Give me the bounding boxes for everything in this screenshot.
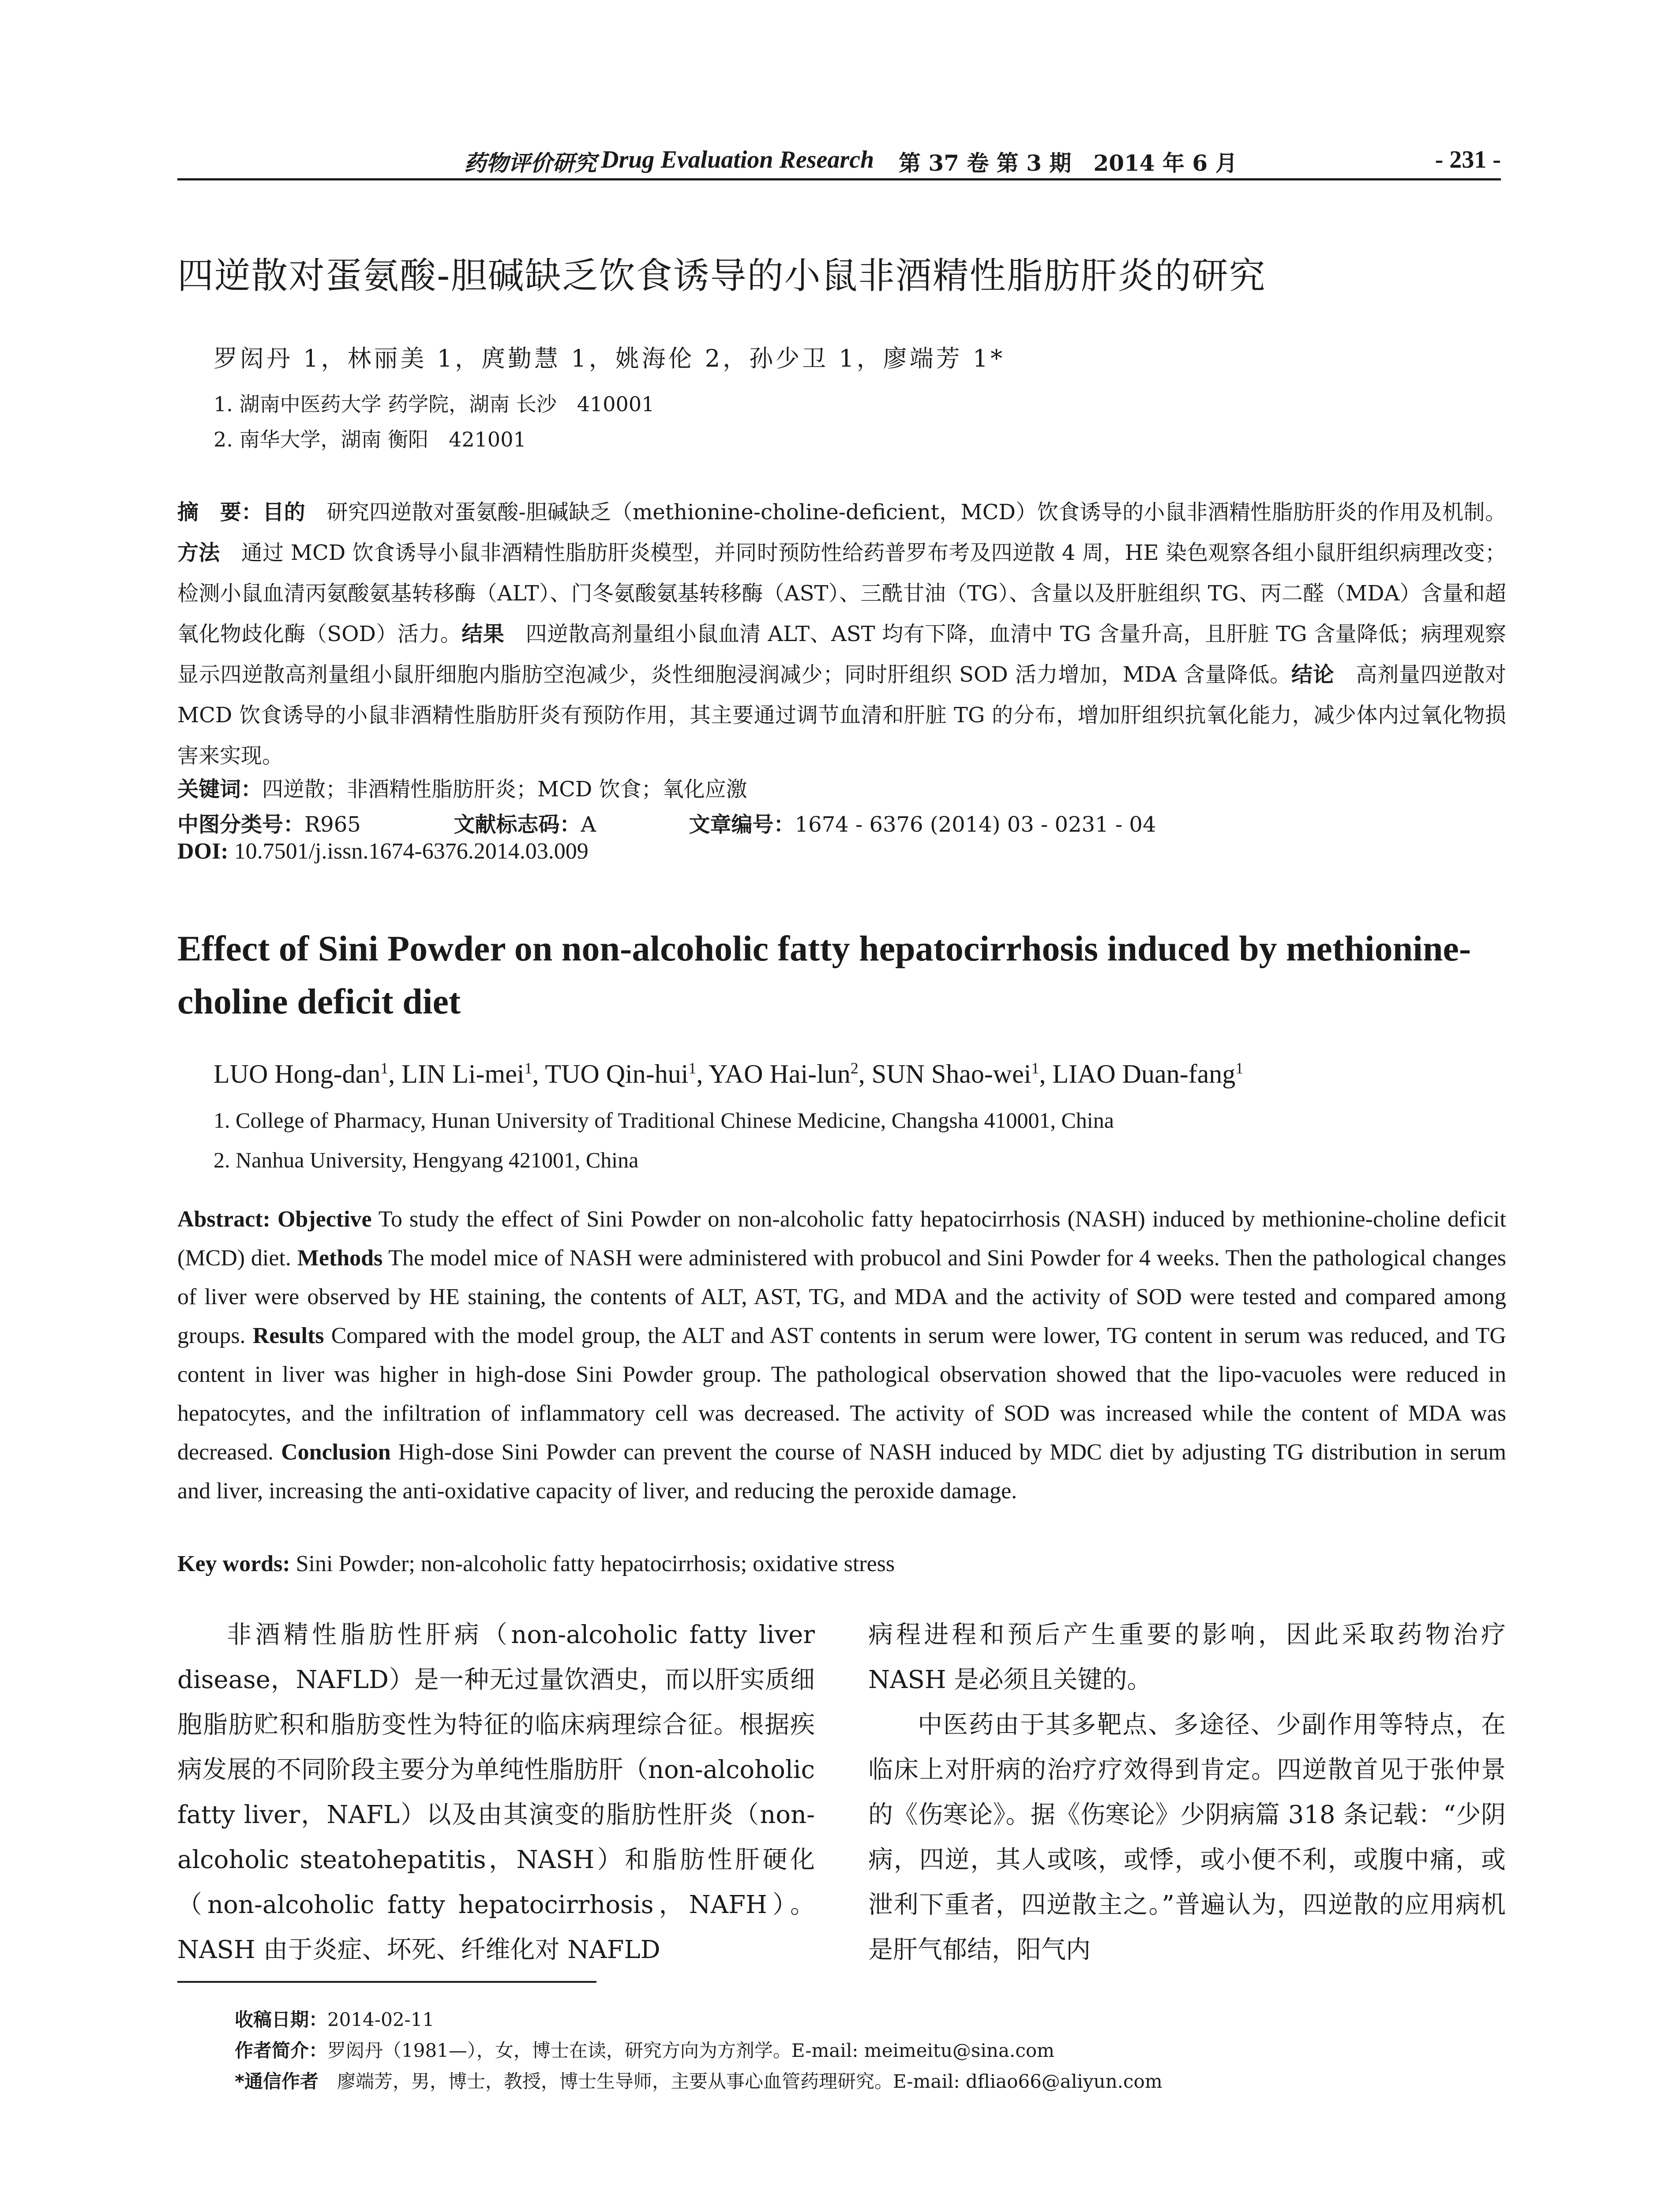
keywords-cn bbox=[177, 772, 747, 803]
objective-cn: 研究四逆散对蛋氨酸-胆碱缺乏（methionine-choline-deficient，MCD）饮食诱导的小鼠非酒精性脂肪肝炎的作用及机制。 bbox=[305, 500, 1506, 525]
title-en: Effect of Sini Powder on non-alcoholic fatty hepatocirrhosis induced by methionine-choline deficit diet bbox=[177, 928, 1471, 1021]
bio-label: 作者简介： bbox=[235, 2040, 328, 2061]
keywords-cn-label: 关键词： bbox=[177, 777, 262, 802]
conclusion-label-cn: 结论 bbox=[1291, 662, 1335, 687]
page-number: - 231 - bbox=[1435, 146, 1501, 173]
bio-text: 罗闳丹（1981—），女，博士在读，研究方向为方剂学。E-mail: meimeitu@sina.com bbox=[327, 2040, 1054, 2061]
journal-name-en: Drug Evaluation Research bbox=[601, 146, 874, 173]
abstract-cn-label: 摘 要： bbox=[177, 500, 263, 525]
results-label-en: Results bbox=[252, 1323, 324, 1348]
clc-label: 中图分类号： bbox=[177, 812, 305, 837]
affiliation-cn-1: 1. 湖南中医药大学 药学院，湖南 长沙 410001 bbox=[214, 392, 655, 416]
title-cn: 四逆散对蛋氨酸-胆碱缺乏饮食诱导的小鼠非酒精性脂肪肝炎的研究 bbox=[177, 255, 1266, 297]
classification-line bbox=[177, 807, 1156, 838]
running-header bbox=[177, 135, 1501, 184]
received-date: 2014-02-11 bbox=[327, 2009, 435, 2030]
corr-label: *通信作者 bbox=[235, 2071, 319, 2092]
objective-label-cn: 目的 bbox=[262, 500, 306, 525]
doc-code-value: A bbox=[581, 812, 596, 837]
keywords-en-label: Key words: bbox=[177, 1551, 290, 1576]
conclusion-en: High-dose Sini Powder can prevent the course of NASH induced by MDC diet by adjusting TG distribution in serum and liver, increasing the anti-oxidative capacity of liver, and reducing the peroxide damage. bbox=[177, 1440, 1507, 1504]
abstract-en bbox=[177, 1200, 1506, 1511]
doi-value[interactable]: 10.7501/j.issn.1674-6376.2014.03.009 bbox=[234, 839, 589, 864]
journal-issue: 第 37 卷 第 3 期 2014 年 6 月 bbox=[899, 150, 1238, 176]
results-en: Compared with the model group, the ALT and AST contents in serum were lower, TG content in serum was reduced, and TG content in liver was higher in high-dose Sini Powder group. The pathological observation showed that the lipo-vacuoles were reduced in hepatocytes, and the infiltration of inflammatory cell was decreased. The activity of SOD was increased while the content of MDA was decreased. bbox=[177, 1323, 1506, 1465]
methods-label-cn: 方法 bbox=[177, 540, 220, 565]
journal-name-cn: 药物评价研究 bbox=[464, 150, 596, 176]
author-en: LIN Li-mei bbox=[401, 1059, 525, 1088]
objective-en: To study the effect of Sini Powder on non-alcoholic fatty hepatocirrhosis (NASH) induced by methionine-choline deficit (MCD) diet. bbox=[177, 1207, 1506, 1271]
body-column-right bbox=[868, 1613, 1506, 1973]
footnote-corresponding bbox=[235, 2067, 1162, 2093]
footnote-rule bbox=[177, 1981, 596, 1983]
affiliation-en-2: 2. Nanhua University, Hengyang 421001, China bbox=[214, 1148, 639, 1172]
body-column-left bbox=[177, 1613, 815, 1973]
author-en: LIAO Duan-fang bbox=[1052, 1059, 1236, 1088]
body-paragraph: 非酒精性脂肪性肝病（non-alcoholic fatty liver disease，NAFLD）是一种无过量饮酒史，而以肝实质细胞脂肪贮积和脂肪变性为特征的临床病理综合征。根据疾病发展的不同阶段主要分为单纯性脂肪肝（non-alcoholic fatty liver，NAFL）以及由其演变的脂肪性肝炎（non-alcoholic steatohepatitis，NASH）和脂肪性肝硬化（non-alcoholic fatty hepatocirrhosis，NAFH）。NASH 由于炎症、坏死、纤维化对 NAFLD bbox=[177, 1621, 815, 1964]
header-rule bbox=[177, 178, 1501, 180]
footnote-author-bio bbox=[235, 2036, 1054, 2063]
results-cn: 四逆散高剂量组小鼠血清 ALT、AST 均有下降，血清中 TG 含量升高，且肝脏 TG 含量降低；病理观察显示四逆散高剂量组小鼠肝细胞内脂肪空泡减少，炎性细胞浸润减少；同时肝组织 SOD 活力增加，MDA 含量降低。 bbox=[177, 622, 1506, 687]
affiliation-cn-2: 2. 南华大学，湖南 衡阳 421001 bbox=[214, 428, 526, 451]
results-label-cn: 结果 bbox=[461, 622, 505, 646]
body-paragraph: 病程进程和预后产生重要的影响，因此采取药物治疗 NASH 是必须且关键的。 bbox=[868, 1621, 1506, 1694]
conclusion-cn: 高剂量四逆散对 MCD 饮食诱导的小鼠非酒精性脂肪肝炎有预防作用，其主要通过调节血清和肝脏 TG 的分布，增加肝组织抗氧化能力，减少体内过氧化物损害来实现。 bbox=[177, 662, 1506, 768]
methods-en: The model mice of NASH were administered with probucol and Sini Powder for 4 weeks. Then the pathological changes of liver were observed by HE staining, the contents of ALT, AST, TG, and MDA and the activity of SOD were tested and compared among groups. bbox=[177, 1246, 1506, 1348]
affiliation-en-1: 1. College of Pharmacy, Hunan University of Traditional Chinese Medicine, Changsha 410001, China bbox=[214, 1108, 1114, 1133]
abstract-en-label: Abstract: bbox=[177, 1207, 270, 1232]
received-label: 收稿日期： bbox=[235, 2009, 328, 2030]
author-en: YAO Hai-lun bbox=[709, 1059, 851, 1088]
abstract-cn bbox=[177, 492, 1506, 776]
authors-en: LUO Hong-dan$^1$, LIN Li-mei$^1$, TUO Qin-hui$^1$, YAO Hai-lun$^2$, SUN Shao-wei$^1$, LIAO Duan-fang$^1$ bbox=[214, 1059, 1244, 1088]
keywords-cn-text: 四逆散；非酒精性脂肪肝炎；MCD 饮食；氧化应激 bbox=[262, 777, 747, 802]
article-no-value: 1674 - 6376 (2014) 03 - 0231 - 04 bbox=[795, 812, 1156, 837]
corr-text: 廖端芳，男，博士，教授，博士生导师，主要从事心血管药理研究。E-mail: dfliao66@aliyun.com bbox=[318, 2071, 1162, 2092]
footnote-received bbox=[235, 2005, 434, 2032]
objective-label-en: Objective bbox=[277, 1207, 372, 1232]
body-paragraph: 中医药由于其多靶点、多途径、少副作用等特点，在临床上对肝病的治疗疗效得到肯定。四逆散首见于张仲景的《伤寒论》。据《伤寒论》少阴病篇 318 条记载：“少阴病，四逆，其人或咳，或悸，或小便不利，或腹中痛，或泄利下重者，四逆散主之。”普遍认为，四逆散的应用病机是肝气郁结，阳气内 bbox=[868, 1711, 1506, 1964]
doi-label: DOI: bbox=[177, 839, 229, 864]
keywords-en-text: Sini Powder; non-alcoholic fatty hepatocirrhosis; oxidative stress bbox=[290, 1551, 895, 1576]
methods-label-en: Methods bbox=[297, 1246, 383, 1271]
author-en: SUN Shao-wei bbox=[871, 1059, 1031, 1088]
authors-cn: 罗闳丹 1，林丽美 1，庹勤慧 1，姚海伦 2，孙少卫 1，廖端芳 1* bbox=[214, 345, 1005, 372]
conclusion-label-en: Conclusion bbox=[281, 1440, 391, 1465]
clc-value: R965 bbox=[304, 812, 361, 837]
author-en: TUO Qin-hui bbox=[545, 1059, 689, 1088]
article-no-label: 文章编号： bbox=[689, 812, 795, 837]
doi-line bbox=[177, 838, 589, 864]
keywords-en bbox=[177, 1551, 895, 1577]
methods-cn: 通过 MCD 饮食诱导小鼠非酒精性脂肪肝炎模型，并同时预防性给药普罗布考及四逆散 4 周，HE 染色观察各组小鼠肝组织病理改变；检测小鼠血清丙氨酸氨基转移酶（ALT）、门冬氨酸氨基转移酶（AST）、三酰甘油（TG）、含量以及肝脏组织 TG、丙二醛（MDA）含量和超氧化物歧化酶（SOD）活力。 bbox=[177, 540, 1506, 646]
doc-code-label: 文献标志码： bbox=[454, 812, 581, 837]
author-en: LUO Hong-dan bbox=[214, 1059, 381, 1088]
